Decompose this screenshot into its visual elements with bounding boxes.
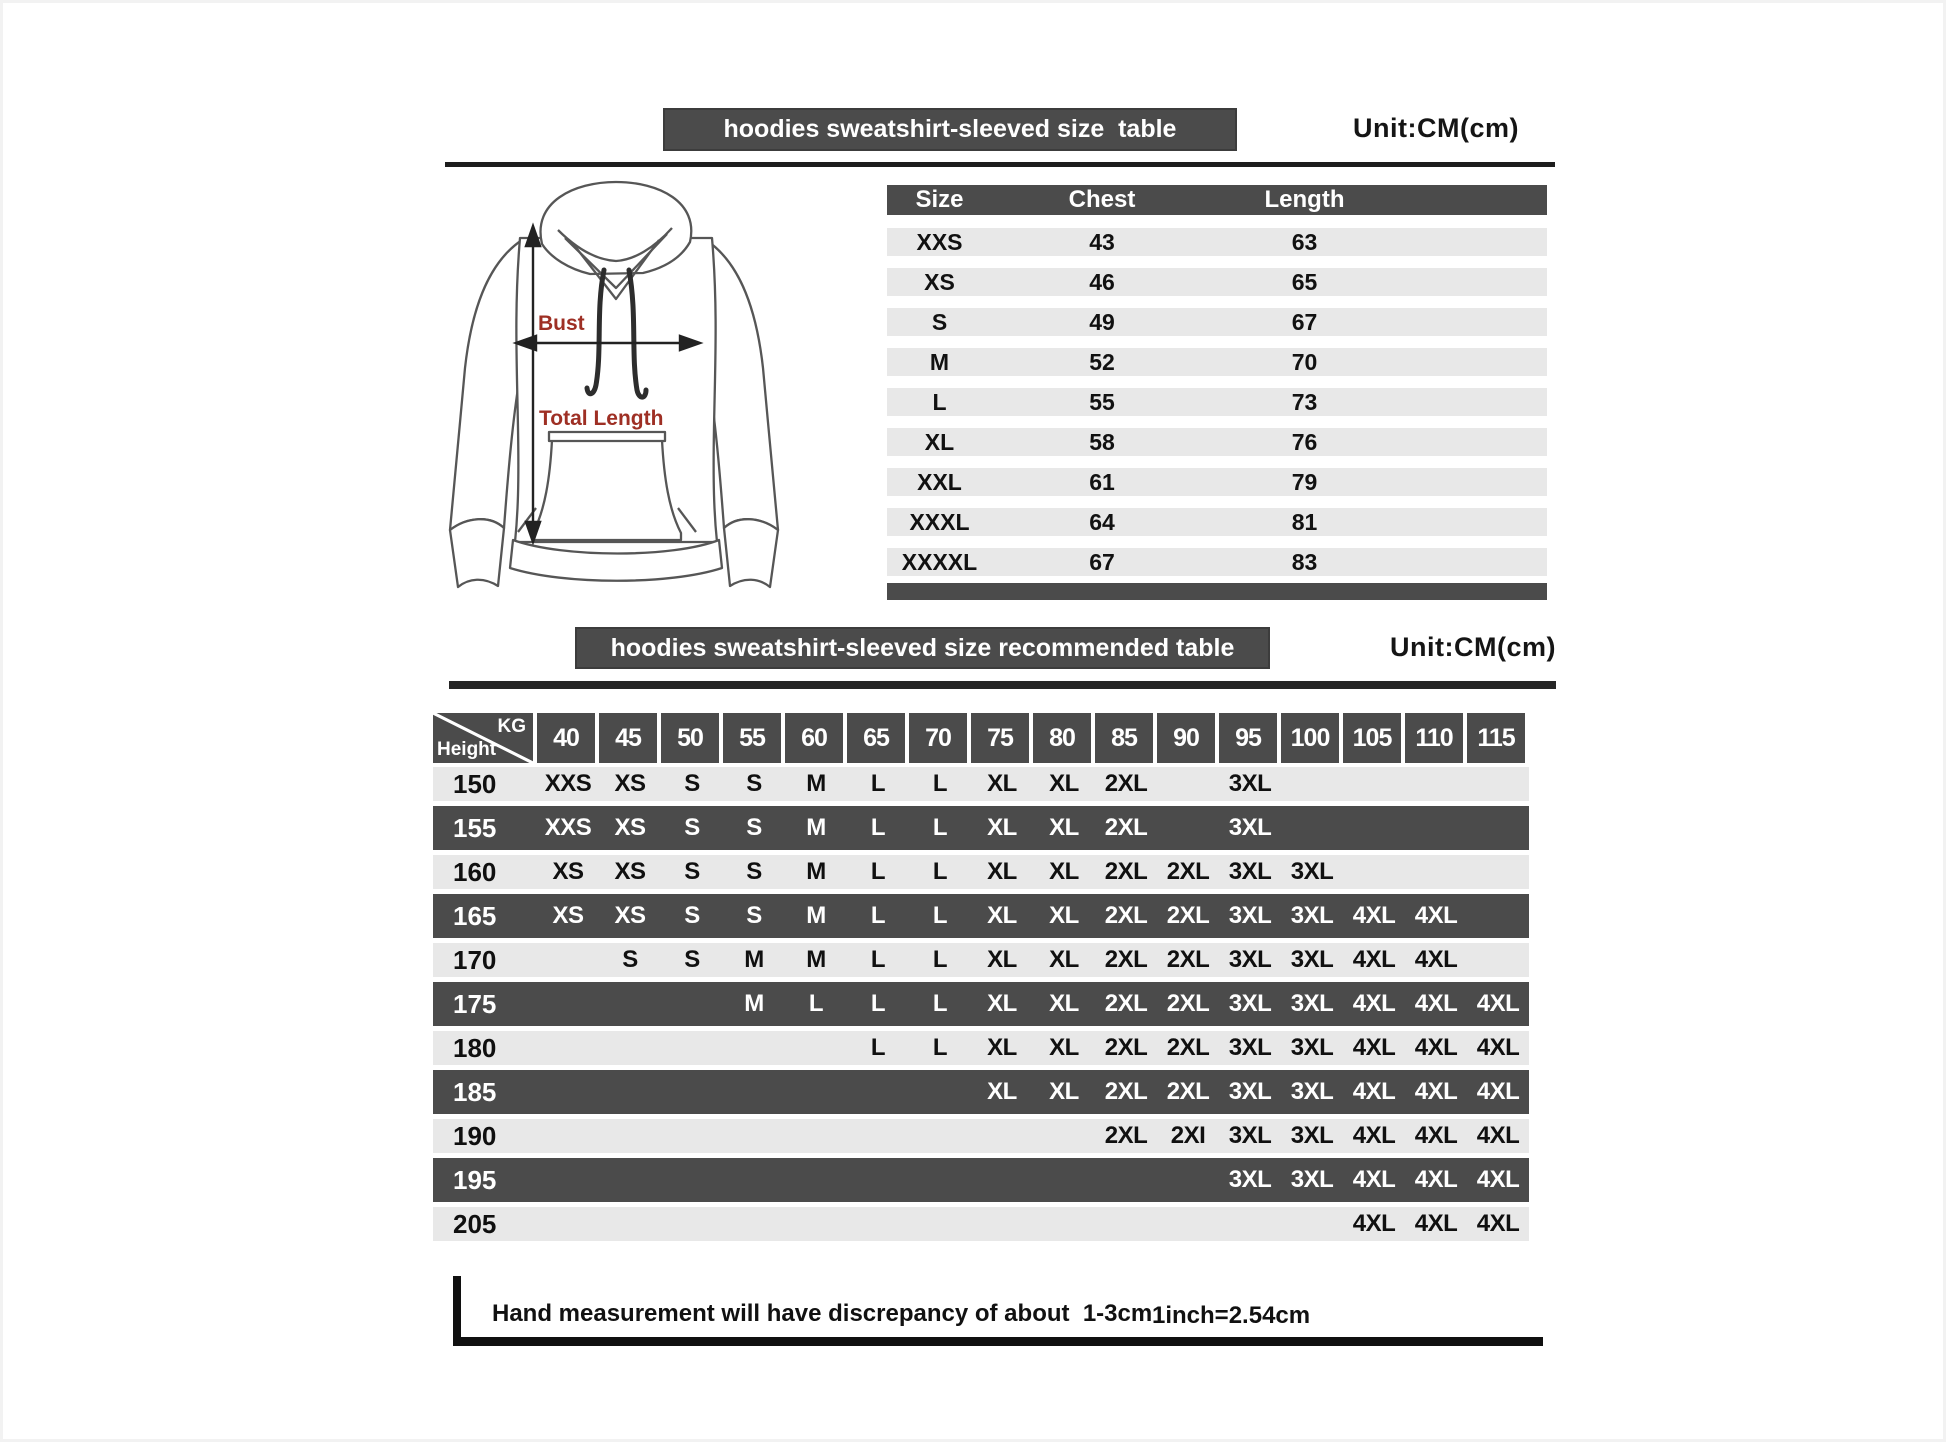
size-table-row <box>887 388 1547 416</box>
size-recommendation-cell: 3XL <box>1290 1166 1334 1193</box>
corner-kg-label: KG <box>497 716 526 737</box>
size-table-cell-chest: 52 <box>1089 348 1115 375</box>
recommend-matrix <box>433 713 1529 1241</box>
bust-label: Bust <box>538 312 585 335</box>
hoodie-diagram <box>438 178 806 610</box>
size-recommendation-cell: L <box>932 946 948 973</box>
size-recommendation-cell: S <box>684 902 700 929</box>
size-recommendation-cell: S <box>746 858 762 885</box>
size-recommendation-cell: XL <box>1049 902 1079 929</box>
weight-header-70: 70 <box>909 713 967 763</box>
size-recommendation-cell: 3XL <box>1228 770 1272 797</box>
size-recommendation-cell: 4XL <box>1476 990 1520 1017</box>
height-label: 180 <box>453 1032 497 1063</box>
size-recommendation-cell: L <box>870 770 886 797</box>
size-recommendation-cell: L <box>870 990 886 1017</box>
size-table-cell-length: 73 <box>1291 388 1318 415</box>
recommend-row-150 <box>433 767 1529 801</box>
size-table-cell-chest: 64 <box>1089 508 1115 535</box>
size-table-cell-chest: 61 <box>1089 468 1115 495</box>
size-table-cell-size: XXXXL <box>901 548 978 575</box>
weight-header-115: 115 <box>1467 713 1525 763</box>
size-recommendation-cell: 2XL <box>1104 858 1148 885</box>
size-recommendation-cell: 4XL <box>1414 1078 1458 1105</box>
weight-header-85: 85 <box>1095 713 1153 763</box>
size-recommendation-cell: 2XI <box>1170 1122 1206 1149</box>
size-recommendation-cell: XXS <box>544 770 592 797</box>
size-recommendation-cell: 2XL <box>1104 814 1148 841</box>
inch-conversion-note: 1inch=2.54cm <box>1152 1302 1311 1329</box>
height-label: 165 <box>453 900 497 931</box>
size-table-cell-length: 83 <box>1291 548 1318 575</box>
size-table-cell-size: XL <box>924 428 955 455</box>
size-recommendation-cell: S <box>684 814 700 841</box>
size-recommendation-cell: S <box>684 858 700 885</box>
size-recommendation-cell: 3XL <box>1228 1166 1272 1193</box>
size-recommendation-cell: 4XL <box>1414 990 1458 1017</box>
size-recommendation-cell: XL <box>987 902 1017 929</box>
recommend-row-165 <box>433 894 1529 938</box>
size-recommendation-cell: 4XL <box>1414 1166 1458 1193</box>
size-recommendation-cell: 2XL <box>1104 990 1148 1017</box>
length-column-header: Length <box>1264 186 1345 213</box>
recommend-row-185 <box>433 1070 1529 1114</box>
size-recommendation-cell: S <box>746 814 762 841</box>
size-recommendation-cell: L <box>870 814 886 841</box>
height-label: 170 <box>453 944 497 975</box>
size-recommendation-cell: 3XL <box>1228 814 1272 841</box>
unit-label-bottom: Unit:CM(cm) <box>1390 632 1556 662</box>
size-table-row <box>887 428 1547 456</box>
size-recommendation-cell: S <box>684 946 700 973</box>
size-table-cell-length: 70 <box>1291 348 1318 375</box>
size-recommendation-cell: L <box>808 990 824 1017</box>
size-recommendation-cell: 3XL <box>1290 1078 1334 1105</box>
size-table-row <box>887 548 1547 576</box>
size-recommendation-cell: 2XL <box>1166 990 1210 1017</box>
size-recommendation-cell: 2XL <box>1104 946 1148 973</box>
size-recommendation-cell: 4XL <box>1352 990 1396 1017</box>
size-table-row <box>887 508 1547 536</box>
size-recommendation-cell: XL <box>1049 1078 1079 1105</box>
recommended-table-title: hoodies sweatshirt-sleeved size recommended table <box>610 633 1235 662</box>
size-recommendation-cell: S <box>622 946 638 973</box>
height-label: 160 <box>453 856 497 887</box>
size-recommendation-cell: 4XL <box>1414 1210 1458 1237</box>
weight-header-90: 90 <box>1157 713 1215 763</box>
size-recommendation-cell: XL <box>1049 770 1079 797</box>
recommend-matrix-body <box>433 767 1529 1241</box>
size-recommendation-cell: 2XL <box>1104 1078 1148 1105</box>
recommended-table-title-bar <box>575 627 1270 669</box>
size-table-cell-size: XS <box>924 268 955 295</box>
footer-bottom-line <box>453 1337 1543 1346</box>
size-recommendation-cell: 3XL <box>1228 858 1272 885</box>
size-table-cell-length: 67 <box>1291 308 1318 335</box>
recommend-row-170 <box>433 943 1529 977</box>
size-recommendation-cell: 2XL <box>1166 1078 1210 1105</box>
height-label: 195 <box>453 1164 497 1195</box>
size-table-cell-length: 63 <box>1291 228 1318 255</box>
size-recommendation-cell: XL <box>1049 858 1079 885</box>
size-table-cell-size: L <box>932 388 947 415</box>
size-table-cell-size: M <box>929 348 950 375</box>
size-recommendation-cell: 4XL <box>1352 902 1396 929</box>
size-table-row <box>887 228 1547 256</box>
size-table-cell-chest: 46 <box>1089 268 1115 295</box>
size-recommendation-cell: 2XL <box>1104 902 1148 929</box>
size-table-row <box>887 468 1547 496</box>
recommend-row-175 <box>433 982 1529 1026</box>
size-recommendation-cell: S <box>684 770 700 797</box>
recommend-row-160 <box>433 855 1529 889</box>
size-recommendation-cell: 3XL <box>1228 946 1272 973</box>
size-recommendation-cell: XS <box>614 770 646 797</box>
size-recommendation-cell: 4XL <box>1352 1078 1396 1105</box>
total-length-label: Total Length <box>539 407 664 430</box>
size-recommendation-cell: M <box>806 858 826 885</box>
size-recommendation-cell: S <box>746 902 762 929</box>
chest-column-header: Chest <box>1068 186 1136 213</box>
size-recommendation-cell: M <box>806 946 826 973</box>
size-table-rows <box>887 228 1547 576</box>
size-recommendation-cell: XL <box>1049 1034 1079 1061</box>
size-recommendation-cell: XS <box>614 902 646 929</box>
size-table-cell-chest: 49 <box>1089 308 1115 335</box>
size-table-cell-size: XXL <box>917 468 962 495</box>
size-recommendation-cell: 3XL <box>1290 1122 1334 1149</box>
size-recommendation-cell: L <box>870 1034 886 1061</box>
size-recommendation-cell: 3XL <box>1290 990 1334 1017</box>
weight-header-40: 40 <box>537 713 595 763</box>
size-recommendation-cell: L <box>932 770 948 797</box>
size-recommendation-cell: 2XL <box>1104 770 1148 797</box>
recommend-row-180 <box>433 1031 1529 1065</box>
size-recommendation-cell: 4XL <box>1352 1122 1396 1149</box>
weight-header-75: 75 <box>971 713 1029 763</box>
size-recommendation-cell: 4XL <box>1476 1034 1520 1061</box>
size-table-cell-length: 65 <box>1291 268 1318 295</box>
size-recommendation-cell: 4XL <box>1352 946 1396 973</box>
size-recommendation-cell: XS <box>614 858 646 885</box>
size-table-header <box>887 185 1547 215</box>
size-recommendation-cell: 4XL <box>1414 902 1458 929</box>
measurement-note: Hand measurement will have discrepancy of about 1-3cm <box>492 1300 1153 1327</box>
size-recommendation-cell: 3XL <box>1228 1034 1272 1061</box>
hoodie-hem <box>510 540 722 581</box>
size-recommendation-cell: 4XL <box>1476 1166 1520 1193</box>
height-label: 175 <box>453 988 497 1019</box>
size-table-cell-size: XXS <box>916 228 963 255</box>
size-recommendation-cell: L <box>932 1034 948 1061</box>
size-recommendation-cell: L <box>932 902 948 929</box>
size-recommendation-cell: 4XL <box>1476 1122 1520 1149</box>
size-table-bottom-bar <box>887 583 1547 600</box>
recommend-row-190 <box>433 1119 1529 1153</box>
size-recommendation-cell: XS <box>552 902 584 929</box>
size-recommendation-cell: S <box>746 770 762 797</box>
size-recommendation-cell: 3XL <box>1290 858 1334 885</box>
size-table-cell-chest: 43 <box>1089 228 1115 255</box>
weight-header-60: 60 <box>785 713 843 763</box>
size-recommendation-cell: 3XL <box>1290 946 1334 973</box>
size-recommendation-cell: L <box>932 990 948 1017</box>
size-recommendation-cell: 4XL <box>1414 946 1458 973</box>
height-label: 190 <box>453 1120 497 1151</box>
size-table-cell-chest: 67 <box>1089 548 1115 575</box>
corner-height-label: Height <box>437 739 497 760</box>
size-table-cell-size: XXXL <box>909 508 970 535</box>
size-recommendation-cell: XS <box>552 858 584 885</box>
size-recommendation-cell: M <box>806 770 826 797</box>
size-table-title-bar <box>663 108 1237 151</box>
size-column-header: Size <box>915 186 964 213</box>
size-table-cell-chest: 58 <box>1089 428 1115 455</box>
size-recommendation-cell: 2XL <box>1104 1122 1148 1149</box>
kg-height-corner-cell <box>433 713 533 763</box>
size-recommendation-cell: M <box>744 946 764 973</box>
recommend-row-155 <box>433 806 1529 850</box>
footer-left-bar <box>453 1276 461 1346</box>
weight-header-50: 50 <box>661 713 719 763</box>
weight-header-45: 45 <box>599 713 657 763</box>
size-table-cell-chest: 55 <box>1089 388 1115 415</box>
size-recommendation-cell: L <box>870 858 886 885</box>
size-recommendation-cell: 3XL <box>1290 1034 1334 1061</box>
weight-header-100: 100 <box>1281 713 1339 763</box>
size-recommendation-cell: XL <box>1049 946 1079 973</box>
size-table-row <box>887 348 1547 376</box>
size-recommendation-cell: M <box>806 814 826 841</box>
size-recommendation-cell: XL <box>987 814 1017 841</box>
size-recommendation-cell: M <box>744 990 764 1017</box>
weight-header-110: 110 <box>1405 713 1463 763</box>
size-recommendation-cell: 3XL <box>1228 1122 1272 1149</box>
size-table-cell-size: S <box>931 308 948 335</box>
size-recommendation-cell: M <box>806 902 826 929</box>
weight-header-105: 105 <box>1343 713 1401 763</box>
size-recommendation-cell: XL <box>1049 814 1079 841</box>
weight-header-65: 65 <box>847 713 905 763</box>
size-table-cell-length: 76 <box>1291 428 1318 455</box>
size-recommendation-cell: XL <box>1049 990 1079 1017</box>
height-label: 155 <box>453 812 497 843</box>
size-recommendation-cell: L <box>870 946 886 973</box>
size-recommendation-cell: XL <box>987 1034 1017 1061</box>
weight-header-95: 95 <box>1219 713 1277 763</box>
size-recommendation-cell: XL <box>987 990 1017 1017</box>
hoodie-pocket <box>533 440 681 540</box>
height-label: 205 <box>453 1208 497 1239</box>
size-recommendation-cell: XL <box>987 770 1017 797</box>
weight-header-55: 55 <box>723 713 781 763</box>
size-recommendation-cell: XS <box>614 814 646 841</box>
size-recommendation-cell: XL <box>987 1078 1017 1105</box>
size-recommendation-cell: 4XL <box>1414 1122 1458 1149</box>
size-recommendation-cell: L <box>870 902 886 929</box>
height-label: 150 <box>453 768 497 799</box>
size-recommendation-cell: 4XL <box>1352 1166 1396 1193</box>
size-recommendation-cell: 2XL <box>1166 1034 1210 1061</box>
size-table-title: hoodies sweatshirt-sleeved size table <box>723 115 1177 143</box>
size-recommendation-cell: 2XL <box>1104 1034 1148 1061</box>
size-table-cell-length: 79 <box>1291 468 1318 495</box>
size-table-cell-length: 81 <box>1291 508 1318 535</box>
weight-header-80: 80 <box>1033 713 1091 763</box>
size-recommendation-cell: 4XL <box>1352 1210 1396 1237</box>
size-recommendation-cell: XL <box>987 858 1017 885</box>
size-recommendation-cell: 4XL <box>1352 1034 1396 1061</box>
size-recommendation-cell: 3XL <box>1290 902 1334 929</box>
size-recommendation-cell: 3XL <box>1228 990 1272 1017</box>
divider-line-bottom <box>449 681 1556 689</box>
recommend-row-205 <box>433 1207 1529 1241</box>
size-recommendation-cell: L <box>932 814 948 841</box>
size-recommendation-cell: 2XL <box>1166 902 1210 929</box>
size-recommendation-cell: L <box>932 858 948 885</box>
size-recommendation-cell: 4XL <box>1414 1034 1458 1061</box>
size-recommendation-cell: XXS <box>544 814 592 841</box>
recommend-matrix-header <box>433 713 1529 763</box>
recommend-row-195 <box>433 1158 1529 1202</box>
size-recommendation-cell: 2XL <box>1166 858 1210 885</box>
size-recommendation-cell: 4XL <box>1476 1078 1520 1105</box>
unit-label-top: Unit:CM(cm) <box>1353 113 1519 143</box>
height-label: 185 <box>453 1076 497 1107</box>
size-recommendation-cell: 3XL <box>1228 1078 1272 1105</box>
divider-line-top <box>445 162 1555 167</box>
size-table-row <box>887 268 1547 296</box>
size-table <box>887 185 1547 588</box>
size-recommendation-cell: 3XL <box>1228 902 1272 929</box>
size-recommendation-cell: 2XL <box>1166 946 1210 973</box>
size-table-row <box>887 308 1547 336</box>
size-recommendation-cell: 4XL <box>1476 1210 1520 1237</box>
size-recommendation-cell: XL <box>987 946 1017 973</box>
